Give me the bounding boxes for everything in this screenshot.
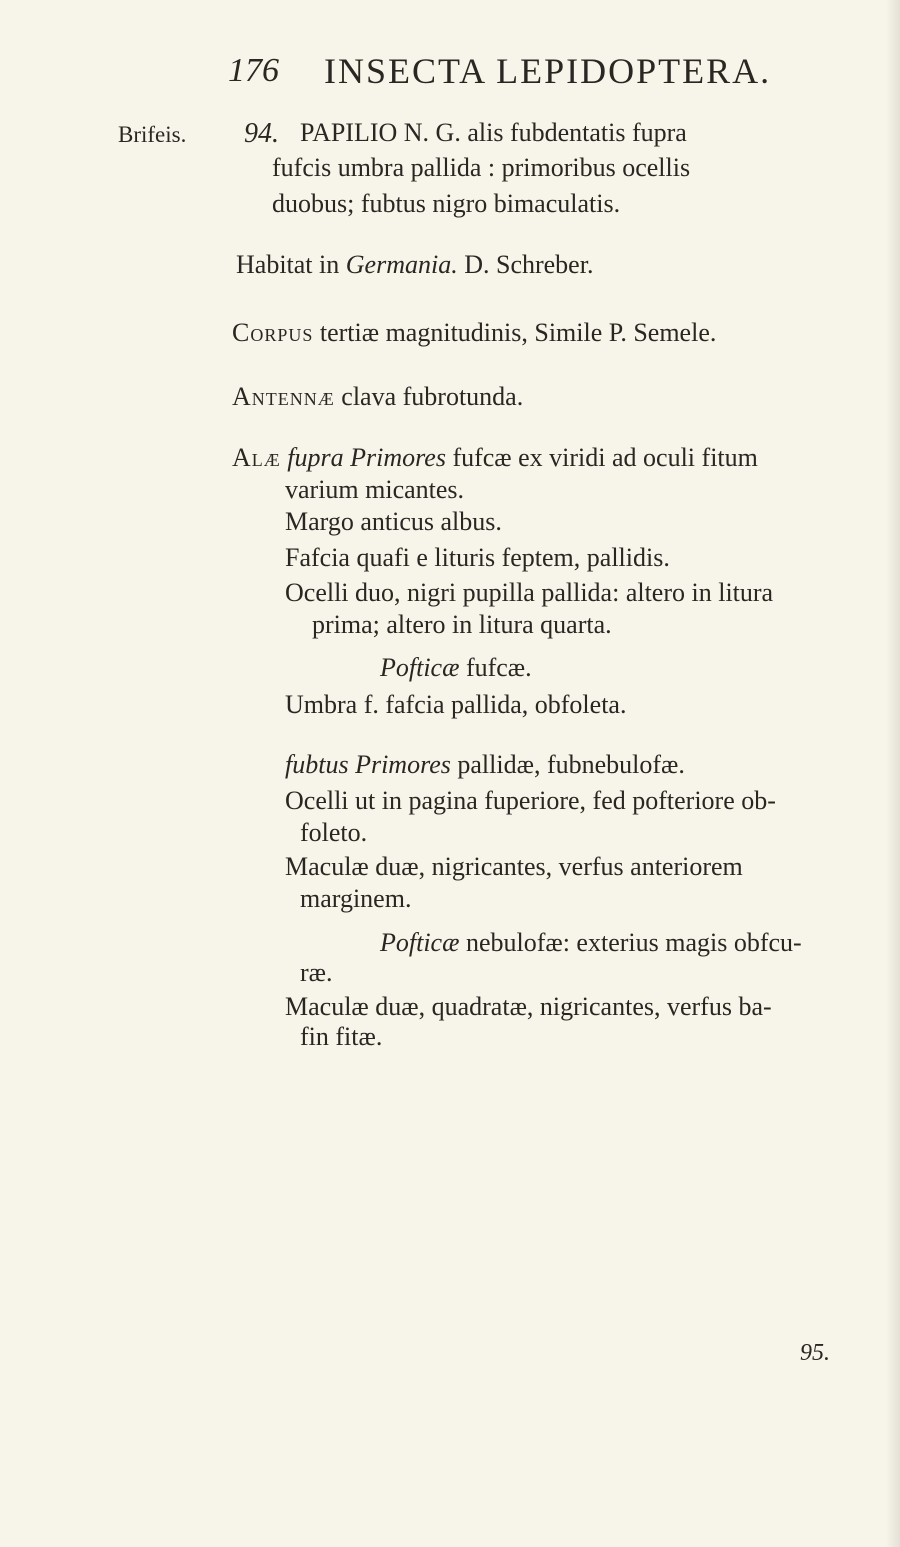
antennae-text: clava fubrotunda. (341, 382, 524, 411)
page-number: 176 (228, 52, 279, 89)
posticae-supra-line (380, 653, 532, 683)
alae-line (232, 443, 758, 473)
posticae-subtus-line-2: ræ. (300, 958, 333, 987)
posticae-subtus-italic: Pofticæ (380, 928, 460, 957)
habitat-authority: D. Schreber. (464, 250, 594, 279)
habitat-line (236, 250, 593, 280)
entry-number: 94. (244, 118, 279, 149)
subtus-item-3: Maculæ duæ, nigricantes, verfus anteriorem (285, 852, 743, 881)
posticae-subtus-item-2: fin fitæ. (300, 1022, 383, 1051)
description-line-3: duobus; fubtus nigro bimaculatis. (272, 189, 621, 218)
posticae-subtus-line (380, 928, 802, 958)
catchword: 95. (800, 1340, 830, 1366)
habitat-place: Germania. (345, 250, 458, 279)
antennae-label: Antennæ (232, 382, 335, 411)
posticae-subtus-item-1: Maculæ duæ, quadratæ, nigricantes, verfus ba- (285, 992, 772, 1021)
margin-note: Brifeis. (118, 122, 187, 147)
antennae-line (232, 382, 523, 412)
description-line-1: PAPILIO N. G. alis fubdentatis fupra (300, 118, 687, 147)
subtus-text: pallidæ, fubnebulofæ. (457, 750, 685, 779)
subtus-line (285, 750, 685, 780)
corpus-label: Corpus (232, 318, 314, 347)
subtus-item-1: Ocelli ut in pagina fuperiore, fed pofteriore ob- (285, 786, 776, 815)
alae-item-4: prima; altero in litura quarta. (312, 610, 612, 639)
alae-item-1: Margo anticus albus. (285, 507, 502, 536)
alae-item-3: Ocelli duo, nigri pupilla pallida: altero in litura (285, 578, 774, 607)
posticae-supra-italic: Pofticæ (380, 653, 460, 682)
subtus-item-4: marginem. (300, 884, 412, 913)
alae-item-2: Fafcia quafi e lituris feptem, pallidis. (285, 543, 670, 572)
habitat-prefix: Habitat in (236, 250, 340, 279)
running-head: INSECTA LEPIDOPTERA. (324, 51, 772, 91)
alae-line-2: varium micantes. (285, 475, 465, 504)
posticae-supra-text: fufcæ. (465, 653, 532, 682)
corpus-text: tertiæ magnitudinis, Simile P. Semele. (319, 318, 717, 347)
alae-italic: fupra Primores (287, 443, 446, 472)
alae-text: fufcæ ex viridi ad oculi fitum (452, 443, 758, 472)
subtus-item-2: foleto. (300, 818, 368, 847)
description-line-2: fufcis umbra pallida : primoribus ocellis (272, 153, 691, 182)
alae-label: Alæ (232, 443, 281, 472)
corpus-line (232, 318, 716, 348)
subtus-italic: fubtus Primores (285, 750, 451, 779)
page-edge-shadow (886, 0, 900, 1547)
posticae-subtus-text: nebulofæ: exterius magis obfcu- (465, 928, 802, 957)
posticae-supra-item: Umbra f. fafcia pallida, obfoleta. (285, 690, 627, 719)
